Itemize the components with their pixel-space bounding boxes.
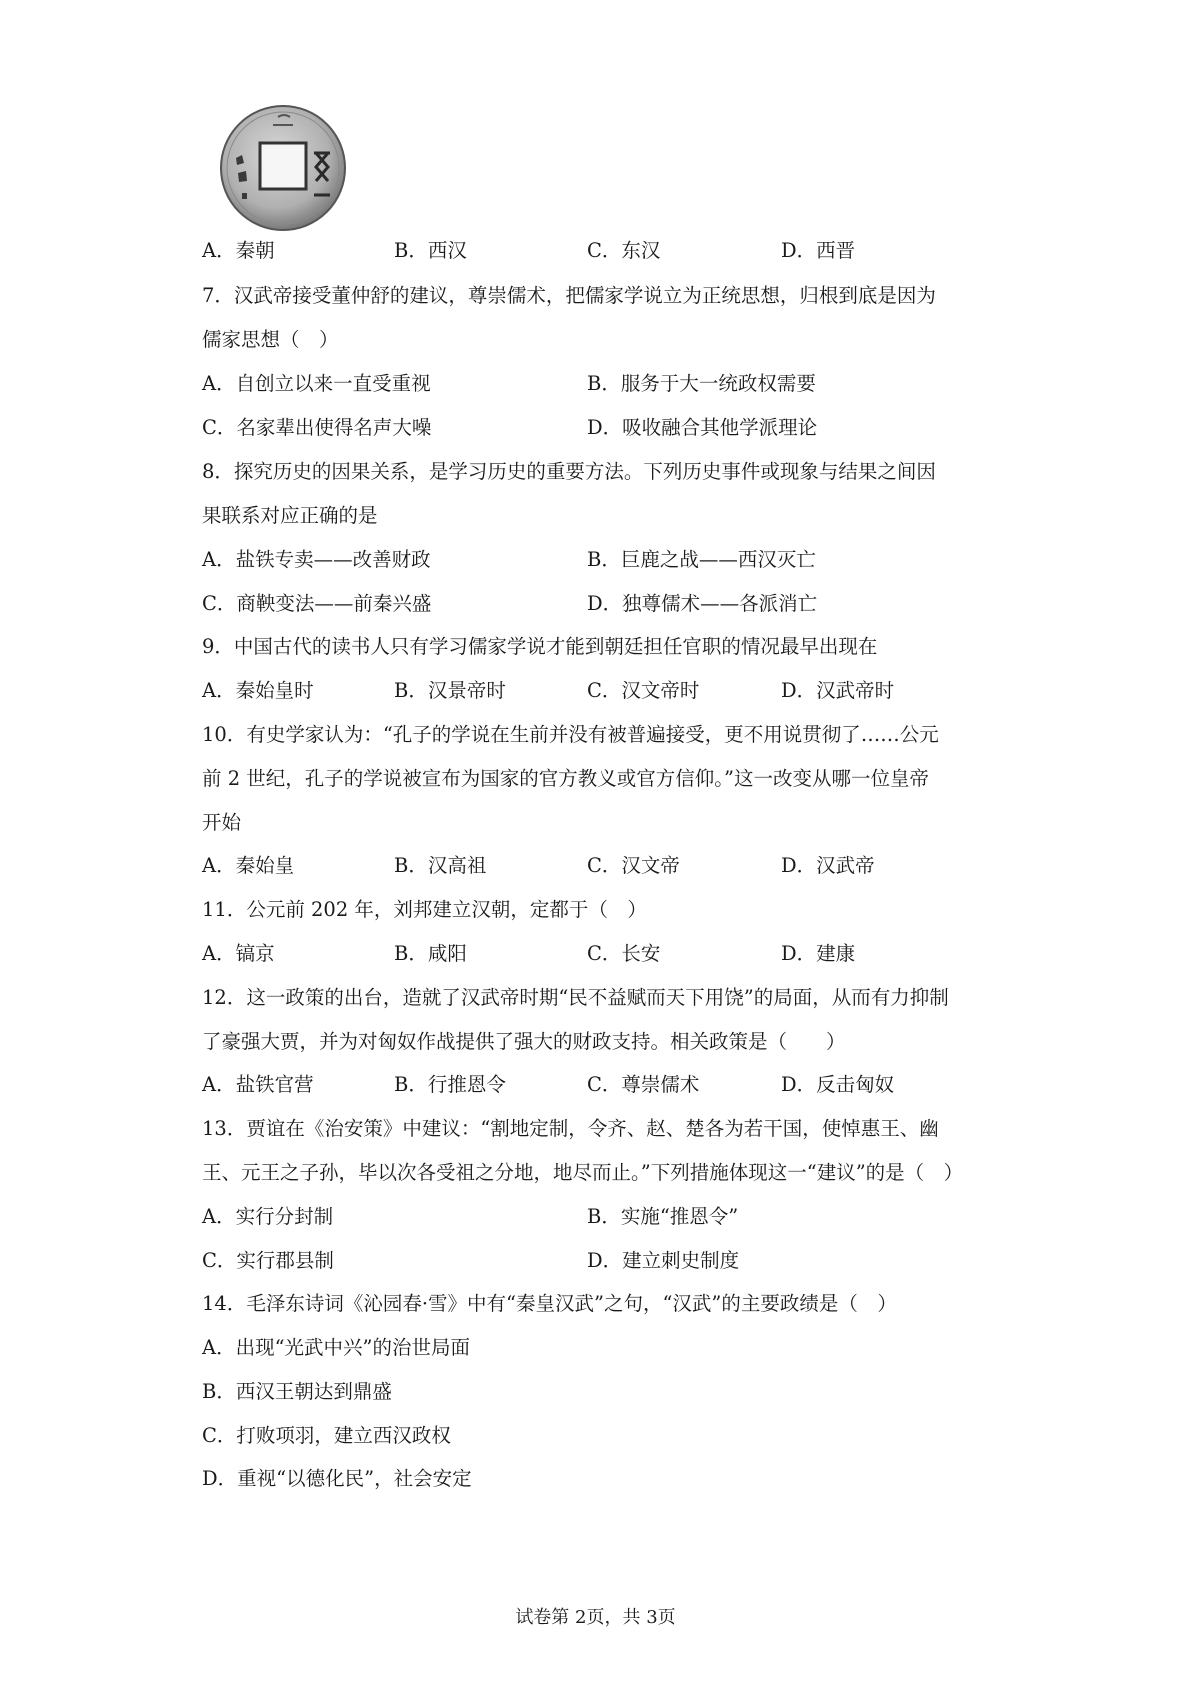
option-a: A．秦始皇时 — [202, 679, 314, 702]
option-c: C．长安 — [587, 942, 661, 965]
option-b: B．咸阳 — [394, 942, 467, 965]
question-13-text-cont: 王、元王之子孙，毕以次各受祖之分地，地尽而止。”下列措施体现这一“建议”的是（ ） — [202, 1161, 964, 1184]
question-14-text: 14．毛泽东诗词《沁园春·雪》中有“秦皇汉武”之句，“汉武”的主要政绩是（ ） — [202, 1292, 897, 1315]
option-a: A．出现“光武中兴”的治世局面 — [202, 1336, 471, 1359]
option-d: D．独尊儒术——各派消亡 — [587, 592, 818, 615]
option-d: D．重视“以德化民”，社会安定 — [202, 1467, 472, 1490]
question-11-text: 11．公元前 202 年，刘邦建立汉朝，定都于（ ） — [202, 898, 647, 921]
option-c: C．实行郡县制 — [202, 1249, 334, 1272]
option-d: D．汉武帝时 — [781, 679, 895, 702]
question-12-text-cont: 了豪强大贾，并为对匈奴作战提供了强大的财政支持。相关政策是（ ） — [202, 1030, 846, 1053]
option-d: D．反击匈奴 — [781, 1073, 895, 1096]
option-b: B．行推恩令 — [394, 1073, 506, 1096]
option-c: C．尊崇儒术 — [587, 1073, 700, 1096]
option-a: A．秦朝 — [202, 239, 275, 262]
option-a: A．实行分封制 — [202, 1205, 334, 1228]
option-d: D．建康 — [781, 942, 856, 965]
option-a: A．秦始皇 — [202, 854, 295, 877]
option-c: C．汉文帝 — [587, 854, 680, 877]
option-b: B．巨鹿之战——西汉灭亡 — [587, 548, 816, 571]
question-12-text: 12．这一政策的出台，造就了汉武帝时期“民不益赋而天下用饶”的局面，从而有力抑制 — [202, 986, 949, 1009]
option-c: C．东汉 — [587, 239, 661, 262]
question-8-text: 8．探究历史的因果关系，是学习历史的重要方法。下列历史事件或现象与结果之间因 — [202, 460, 936, 483]
option-c: C．商鞅变法——前秦兴盛 — [202, 592, 432, 615]
page-footer: 试卷第 2页，共 3页 — [515, 1607, 676, 1628]
option-d: D．西晋 — [781, 239, 856, 262]
option-b: B．实施“推恩令” — [587, 1205, 739, 1228]
question-10-text-cont-2: 开始 — [202, 811, 242, 834]
option-d: D．吸收融合其他学派理论 — [587, 416, 818, 439]
option-c: C．名家辈出使得名声大噪 — [202, 416, 432, 439]
option-b: B．服务于大一统政权需要 — [587, 372, 816, 395]
question-8-text-cont: 果联系对应正确的是 — [202, 504, 378, 527]
option-d: D．建立刺史制度 — [587, 1249, 740, 1272]
option-a: A．盐铁专卖——改善财政 — [202, 548, 431, 571]
option-a: A．镐京 — [202, 942, 275, 965]
question-10-text: 10．有史学家认为：“孔子的学说在生前并没有被普遍接受，更不用说贯彻了……公元 — [202, 723, 939, 746]
option-b: B．汉高祖 — [394, 854, 487, 877]
option-c: C．汉文帝时 — [587, 679, 700, 702]
option-a: A．盐铁官营 — [202, 1073, 314, 1096]
option-d: D．汉武帝 — [781, 854, 875, 877]
question-9-text: 9．中国古代的读书人只有学习儒家学说才能到朝廷担任官职的情况最早出现在 — [202, 635, 878, 658]
option-c: C．打败项羽，建立西汉政权 — [202, 1424, 451, 1447]
question-7-text-cont: 儒家思想（ ） — [202, 328, 339, 351]
option-b: B．汉景帝时 — [394, 679, 506, 702]
option-b: B．西汉王朝达到鼎盛 — [202, 1380, 392, 1403]
option-a: A．自创立以来一直受重视 — [202, 372, 431, 395]
question-10-text-cont: 前 2 世纪，孔子的学说被宣布为国家的官方教义或官方信仰。”这一改变从哪一位皇帝 — [202, 767, 930, 790]
option-b: B．西汉 — [394, 239, 467, 262]
question-13-text: 13．贾谊在《治安策》中建议：“割地定制，令齐、赵、楚各为若干国，使悼惠王、幽 — [202, 1117, 939, 1140]
question-7-text: 7．汉武帝接受董仲舒的建议，尊崇儒术，把儒家学说立为正统思想，归根到底是因为 — [202, 284, 936, 307]
coin-image — [218, 103, 348, 233]
